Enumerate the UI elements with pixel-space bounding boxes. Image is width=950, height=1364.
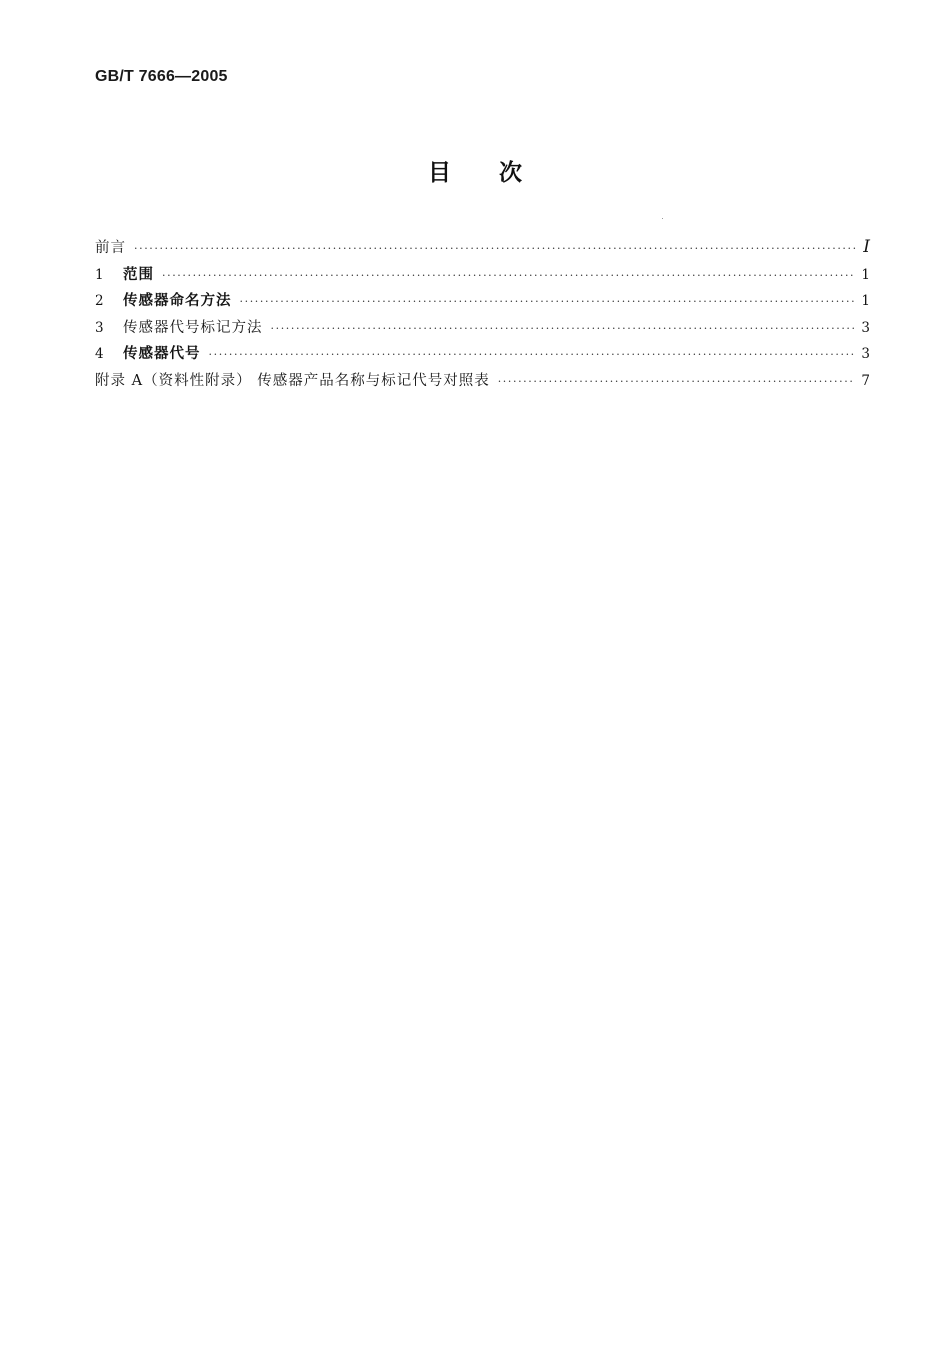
toc-entry-label: 附录 A（资料性附录） 传感器产品名称与标记代号对照表	[95, 372, 490, 389]
toc-leader-dots	[162, 269, 855, 282]
toc-entry-sensor-codes[interactable]	[95, 342, 870, 369]
toc-page-number: 3	[861, 346, 870, 362]
toc-page-number: 1	[861, 293, 870, 309]
toc-leader-dots	[498, 375, 856, 388]
toc-leader-dots	[209, 348, 856, 361]
table-of-contents	[95, 236, 870, 395]
toc-entry-scope[interactable]	[95, 263, 870, 290]
toc-entry-appendix-a[interactable]	[95, 369, 870, 396]
scan-speck	[662, 218, 663, 219]
toc-page-number: 7	[861, 372, 870, 389]
toc-section-number: 2	[95, 293, 104, 309]
toc-entry-label: 范围	[123, 265, 154, 283]
toc-page-number: 3	[861, 319, 870, 336]
toc-entry-foreword[interactable]	[95, 236, 870, 263]
toc-entry-label: 前言	[95, 240, 126, 256]
toc-leader-dots	[134, 242, 857, 255]
page-title: 目次	[428, 160, 570, 186]
toc-entry-naming-method[interactable]	[95, 289, 870, 316]
toc-entry-marking-method[interactable]	[95, 316, 870, 343]
toc-section-number: 1	[95, 266, 104, 283]
toc-page-number: I	[863, 237, 870, 257]
toc-leader-dots	[271, 322, 856, 335]
toc-leader-dots	[240, 295, 856, 308]
toc-section-number: 4	[95, 346, 104, 362]
toc-entry-label: 传感器代号	[123, 345, 201, 362]
standard-code: GB/T 7666—2005	[95, 68, 228, 85]
toc-entry-label: 传感器代号标记方法	[123, 319, 263, 336]
toc-page-number: 1	[861, 266, 870, 283]
toc-entry-label: 传感器命名方法	[123, 292, 232, 309]
toc-section-number: 3	[95, 319, 104, 336]
